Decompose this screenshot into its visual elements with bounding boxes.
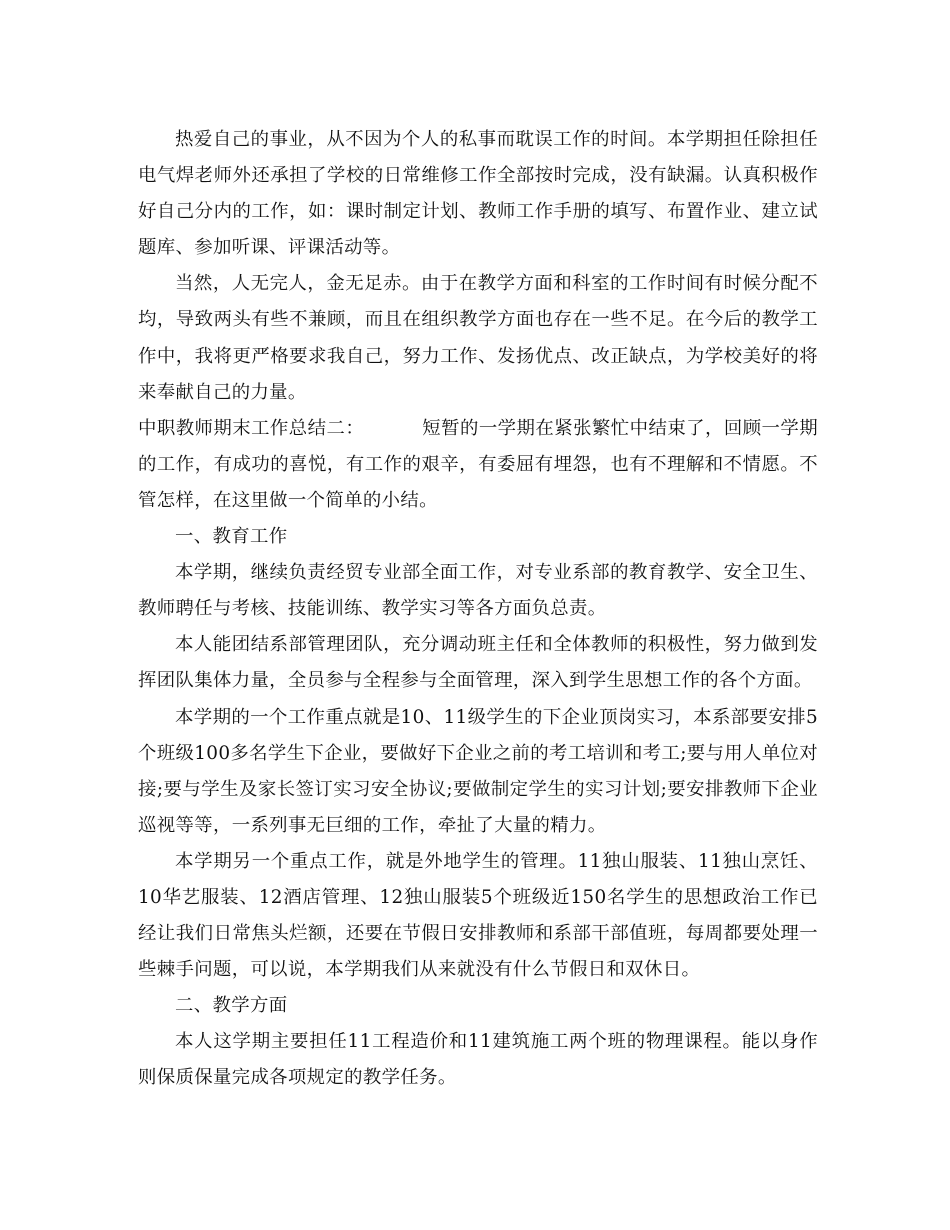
paragraph-shortcomings: 当然，人无完人，金无足赤。由于在教学方面和科室的工作时间有时候分配不均，导致两头有些不兼顾，而且在组织教学方面也存在一些不足。在今后的教学工作中，我将更严格要求我自己，努力工作、发扬优点、改正缺点，为学校美好的将来奉献自己的力量。: [138, 273, 818, 403]
paragraph-dedication: 热爱自己的事业，从不因为个人的私事而耽误工作的时间。本学期担任除担任电气焊老师外还承担了学校的日常维修工作全部按时完成，没有缺漏。认真积极作好自己分内的工作，如：课时制定计划、教师工作手册的填写、布置作业、建立试题库、参加听课、评课活动等。: [138, 129, 818, 259]
section-title: 中职教师期末工作总结二：: [138, 417, 365, 439]
document-page: [138, 122, 818, 1097]
section-intro: 短暂的一学期在紧张繁忙中结束了，回顾一学期的工作，有成功的喜悦，有工作的艰辛，有委屈有埋怨，也有不理解和不情愿。不管怎样，在这里做一个简单的小结。: [138, 417, 818, 511]
paragraph-teach-1: 本人这学期主要担任11工程造价和11建筑施工两个班的物理课程。能以身作则保质保量完成各项规定的教学任务。: [138, 1031, 818, 1089]
paragraph-edu-1: 本学期，继续负责经贸专业部全面工作，对专业系部的教育教学、安全卫生、教师聘任与考核、技能训练、教学实习等各方面负总责。: [138, 562, 818, 620]
heading-education-work: 一、教育工作: [175, 526, 288, 548]
paragraph-edu-3: 本学期的一个工作重点就是10、11级学生的下企业顶岗实习，本系部要安排5个班级100多名学生下企业，要做好下企业之前的考工培训和考工;要与用人单位对接;要与学生及家长签订实习安全协议;要做制定学生的实习计划;要安排教师下企业巡视等等，一系列事无巨细的工作，牵扯了大量的精力。: [138, 706, 818, 836]
paragraph-edu-4: 本学期另一个重点工作，就是外地学生的管理。11独山服装、11独山烹饪、10华艺服装、12酒店管理、12独山服装5个班级近150名学生的思想政治工作已经让我们日常焦头烂额，还要在节假日安排教师和系部干部值班，每周都要处理一些棘手问题，可以说，本学期我们从来就没有什么节假日和双休日。: [138, 850, 818, 981]
section-two-block: [138, 411, 818, 519]
paragraph-edu-2: 本人能团结系部管理团队，充分调动班主任和全体教师的积极性，努力做到发挥团队集体力量，全员参与全程参与全面管理，深入到学生思想工作的各个方面。: [138, 634, 818, 692]
heading-teaching: 二、教学方面: [175, 995, 288, 1017]
